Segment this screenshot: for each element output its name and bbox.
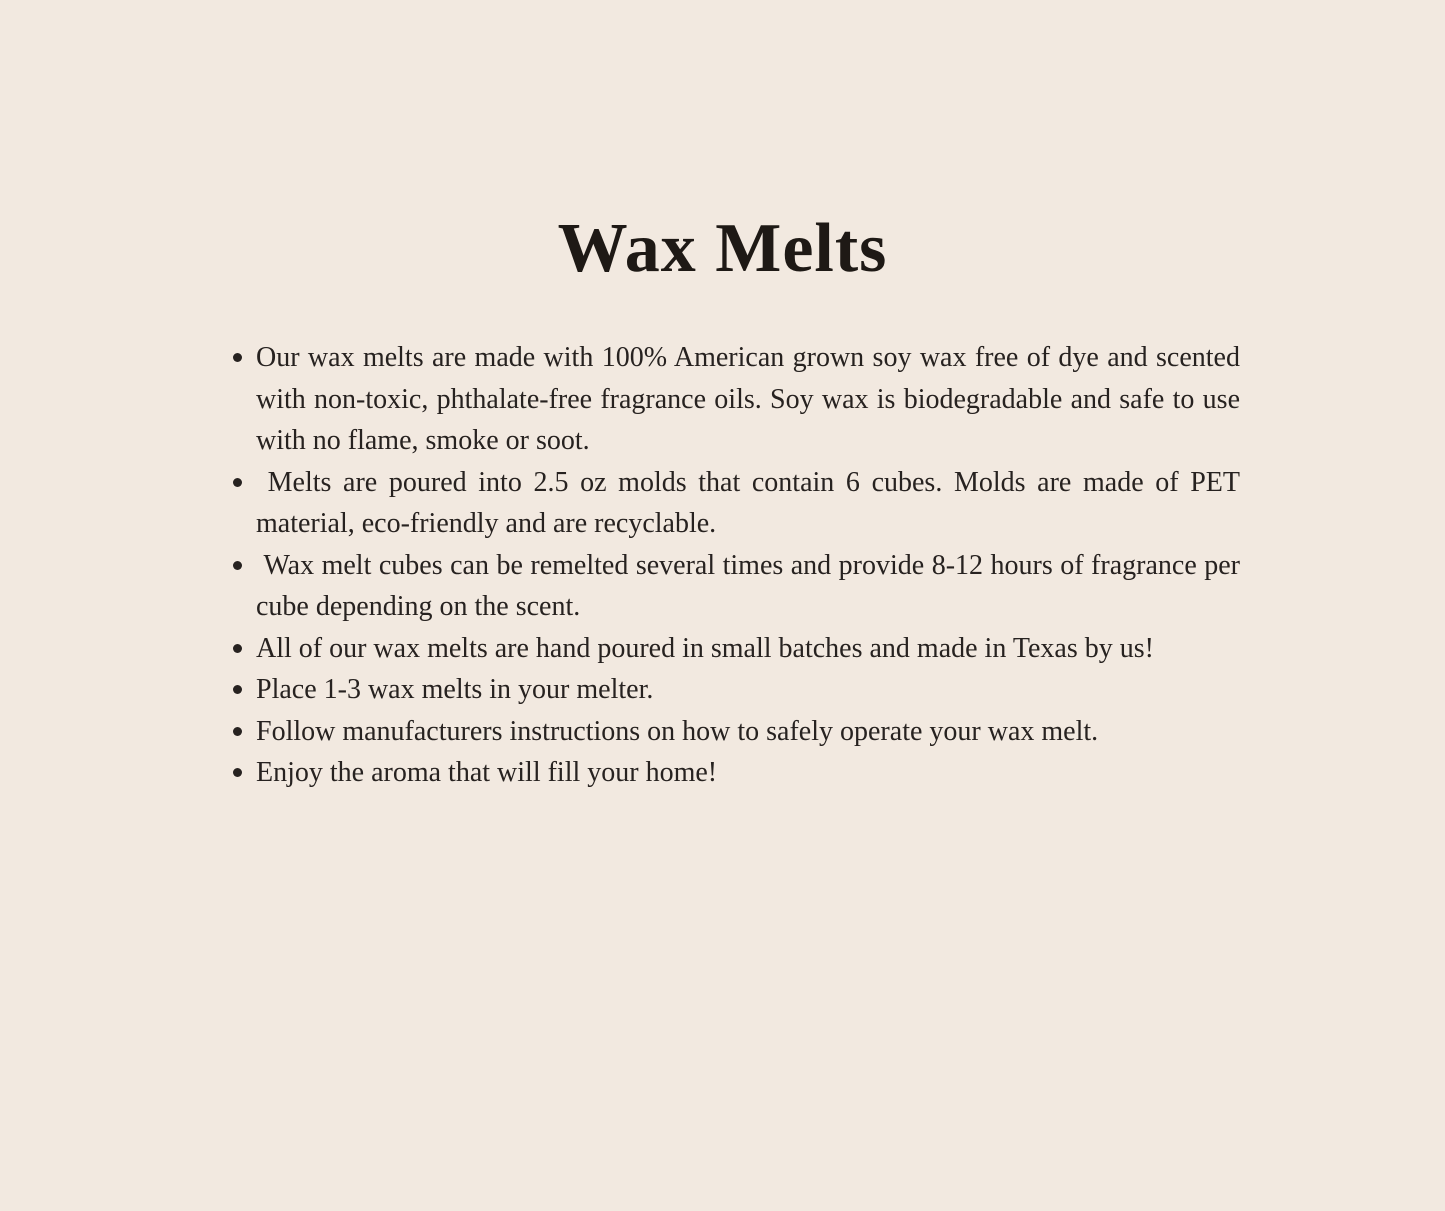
list-item bbox=[233, 752, 1240, 794]
list-item-text: Enjoy the aroma that will fill your home! bbox=[256, 757, 718, 788]
list-item-text: Our wax melts are made with 100% American grown soy wax free of dye and scented with non-toxic, phthalate-free fragrance oils. Soy wax is biodegradable and safe to use with no flame, smoke or soot. bbox=[256, 342, 1240, 456]
list-item bbox=[233, 545, 1240, 628]
list-item bbox=[233, 669, 1240, 711]
list-item-text: Follow manufacturers instructions on how to safely operate your wax melt. bbox=[256, 715, 1099, 747]
bullet-list bbox=[233, 337, 1240, 794]
list-item bbox=[233, 462, 1240, 545]
bullet-icon bbox=[233, 727, 242, 736]
bullet-icon bbox=[233, 685, 242, 694]
list-item-text: Place 1-3 wax melts in your melter. bbox=[256, 674, 654, 705]
list-item-text: Melts are poured into 2.5 oz molds that contain 6 cubes. Molds are made of PET material, eco-friendly and are recyclable. bbox=[256, 466, 1240, 539]
bullet-icon bbox=[233, 644, 242, 653]
list-item-text: Wax melt cubes can be remelted several times and provide 8-12 hours of fragrance per cube depending on the scent. bbox=[256, 549, 1240, 622]
bullet-icon bbox=[233, 353, 242, 362]
list-item-text: All of our wax melts are hand poured in small batches and made in Texas by us! bbox=[256, 632, 1154, 664]
list-item bbox=[233, 337, 1240, 462]
bullet-icon bbox=[233, 768, 242, 777]
list-item bbox=[233, 628, 1240, 670]
bullet-icon bbox=[233, 478, 242, 487]
list-item bbox=[233, 711, 1240, 753]
page-title: Wax Melts bbox=[557, 209, 888, 287]
bullet-icon bbox=[233, 561, 242, 570]
